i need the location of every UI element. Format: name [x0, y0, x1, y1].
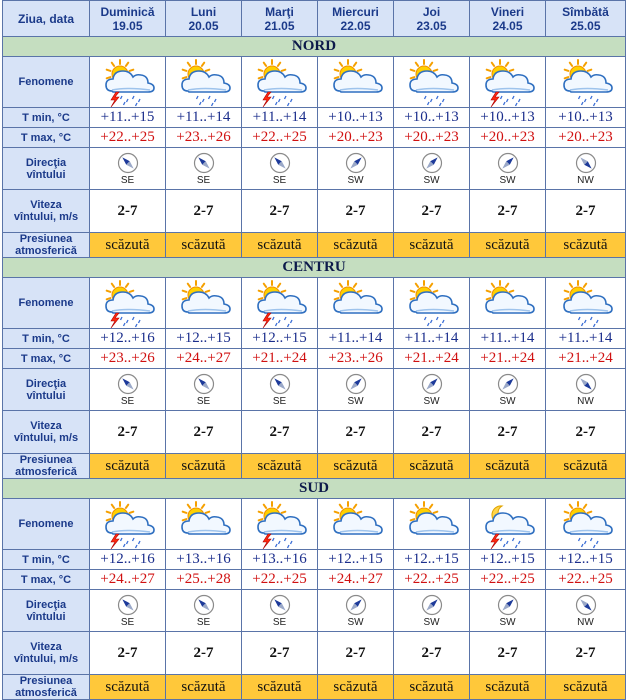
wind-speed-value: 2-7	[318, 190, 394, 233]
sun-cloud-rain-icon	[394, 57, 469, 107]
tmax-value: +20..+23	[470, 128, 546, 148]
wind-direction-cell	[242, 148, 318, 190]
wind-direction-value: SW	[499, 616, 516, 628]
compass-icon	[117, 152, 139, 174]
sun-cloud-rain-icon	[166, 57, 241, 107]
wind-direction-cell	[394, 590, 470, 632]
compass-icon	[345, 373, 367, 395]
label-line: Presiunea	[19, 454, 73, 466]
tmin-value: +11..+15	[90, 108, 166, 128]
tmax-value: +20..+23	[318, 128, 394, 148]
wind-direction-cell	[470, 148, 546, 190]
compass-icon	[117, 373, 139, 395]
tmin-value: +12..+15	[318, 550, 394, 570]
compass-icon	[269, 152, 291, 174]
pressure-value: scăzută	[394, 233, 470, 258]
label-line: atmosferică	[15, 687, 77, 699]
label-line: Direcţia	[25, 598, 67, 611]
sun-cloud-lightning-rain-icon	[90, 499, 165, 549]
wind-speed-value: 2-7	[242, 190, 318, 233]
sun-cloud-lightning-rain-icon	[90, 57, 165, 107]
tmax-value: +23..+26	[90, 349, 166, 369]
wind-direction-value: SE	[272, 174, 287, 186]
pressure-label	[3, 454, 90, 479]
weather-icon-cell	[394, 499, 470, 550]
wind-direction-cell	[166, 590, 242, 632]
tmin-value: +10..+13	[394, 108, 470, 128]
compass-icon	[117, 594, 139, 616]
compass-icon	[497, 373, 519, 395]
wind-direction-value: SE	[272, 395, 287, 407]
sun-cloud-icon	[166, 499, 241, 549]
sun-cloud-rain-icon	[546, 499, 625, 549]
sun-cloud-lightning-rain-icon	[470, 57, 545, 107]
tmin-value: +12..+15	[166, 329, 242, 349]
wind-direction-label	[3, 148, 90, 190]
wind-direction-cell	[166, 369, 242, 411]
fenomene-row	[3, 57, 626, 108]
wind-speed-value: 2-7	[546, 411, 626, 454]
label-line: vîntului, m/s	[13, 432, 79, 444]
compass-icon	[421, 594, 443, 616]
header-row	[3, 1, 626, 37]
wind-direction-cell	[546, 590, 626, 632]
weather-icon-cell	[546, 278, 626, 329]
wind-direction-label	[3, 590, 90, 632]
pressure-value: scăzută	[90, 454, 166, 479]
day-date: 20.05	[188, 18, 219, 33]
forecast-table	[2, 0, 626, 700]
tmin-row	[3, 108, 626, 128]
pressure-value: scăzută	[546, 233, 626, 258]
tmax-value: +23..+26	[166, 128, 242, 148]
fenomene-row	[3, 278, 626, 329]
weather-icon-cell	[318, 57, 394, 108]
tmax-value: +21..+24	[546, 349, 626, 369]
tmax-label: T max, °C	[3, 349, 90, 369]
region-title: NORD	[3, 37, 626, 57]
label-line: vîntului	[26, 389, 66, 402]
wind-direction-cell	[90, 148, 166, 190]
wind-direction-cell	[318, 590, 394, 632]
pressure-value: scăzută	[394, 675, 470, 700]
weather-icon-cell	[394, 57, 470, 108]
sun-cloud-rain-icon	[546, 278, 625, 328]
pressure-value: scăzută	[470, 675, 546, 700]
wind-direction-value: SW	[423, 395, 440, 407]
compass-icon	[269, 373, 291, 395]
sun-cloud-lightning-rain-icon	[242, 278, 317, 328]
label-line: vîntului	[26, 168, 66, 181]
tmax-row	[3, 570, 626, 590]
wind-speed-value: 2-7	[242, 632, 318, 675]
wind-speed-label	[3, 411, 90, 454]
compass-icon	[497, 594, 519, 616]
tmax-value: +21..+24	[394, 349, 470, 369]
wind-direction-cell	[318, 148, 394, 190]
tmin-value: +13..+16	[242, 550, 318, 570]
region-row	[3, 37, 626, 57]
tmax-value: +22..+25	[90, 128, 166, 148]
sun-cloud-lightning-rain-icon	[90, 278, 165, 328]
pressure-value: scăzută	[242, 675, 318, 700]
label-line: Viteza	[30, 420, 62, 432]
wind-direction-value: NW	[577, 616, 594, 628]
weather-icon-cell	[470, 499, 546, 550]
weather-icon-cell	[166, 57, 242, 108]
wind-direction-value: SE	[120, 174, 135, 186]
wind-direction-value: SE	[120, 616, 135, 628]
wind-speed-row	[3, 411, 626, 454]
sun-cloud-icon	[470, 278, 545, 328]
wind-direction-cell	[470, 590, 546, 632]
pressure-value: scăzută	[90, 233, 166, 258]
pressure-row	[3, 233, 626, 258]
compass-icon	[575, 373, 597, 395]
wind-direction-value: SW	[499, 174, 516, 186]
day-date: 25.05	[570, 18, 601, 33]
wind-direction-value: SW	[347, 616, 364, 628]
pressure-value: scăzută	[470, 454, 546, 479]
weather-icon-cell	[242, 499, 318, 550]
wind-direction-value: NW	[577, 395, 594, 407]
tmin-label: T min, °C	[3, 550, 90, 570]
wind-direction-cell	[242, 590, 318, 632]
weather-icon-cell	[318, 278, 394, 329]
weather-icon-cell	[90, 499, 166, 550]
pressure-value: scăzută	[470, 233, 546, 258]
tmin-value: +12..+15	[242, 329, 318, 349]
fenomene-label: Fenomene	[3, 57, 90, 108]
day-header	[546, 1, 626, 37]
compass-icon	[575, 594, 597, 616]
tmin-label: T min, °C	[3, 108, 90, 128]
wind-direction-value: SW	[423, 174, 440, 186]
region-row	[3, 479, 626, 499]
label-line: vîntului, m/s	[13, 653, 79, 665]
wind-speed-value: 2-7	[470, 190, 546, 233]
day-date: 24.05	[492, 18, 523, 33]
sun-cloud-icon	[318, 278, 393, 328]
pressure-value: scăzută	[242, 233, 318, 258]
compass-icon	[575, 152, 597, 174]
day-header	[166, 1, 242, 37]
pressure-value: scăzută	[166, 233, 242, 258]
wind-speed-value: 2-7	[394, 190, 470, 233]
sun-cloud-lightning-rain-icon	[242, 499, 317, 549]
compass-icon	[421, 152, 443, 174]
pressure-value: scăzută	[166, 454, 242, 479]
moon-cloud-lightning-rain-icon	[470, 499, 545, 549]
wind-direction-row	[3, 369, 626, 411]
compass-icon	[193, 594, 215, 616]
tmax-value: +24..+27	[166, 349, 242, 369]
tmin-value: +12..+16	[90, 329, 166, 349]
fenomene-label: Fenomene	[3, 499, 90, 550]
tmax-value: +23..+26	[318, 349, 394, 369]
tmax-label: T max, °C	[3, 128, 90, 148]
wind-speed-row	[3, 632, 626, 675]
day-header	[470, 1, 546, 37]
sun-cloud-icon	[318, 499, 393, 549]
wind-speed-value: 2-7	[318, 632, 394, 675]
wind-speed-row	[3, 190, 626, 233]
wind-speed-label	[3, 632, 90, 675]
day-date: 19.05	[112, 18, 143, 33]
day-header	[394, 1, 470, 37]
sun-cloud-icon	[394, 499, 469, 549]
wind-direction-value: SE	[196, 174, 211, 186]
wind-direction-cell	[90, 369, 166, 411]
compass-icon	[345, 152, 367, 174]
tmax-value: +21..+24	[470, 349, 546, 369]
wind-direction-value: SW	[347, 174, 364, 186]
tmax-value: +21..+24	[242, 349, 318, 369]
wind-direction-row	[3, 148, 626, 190]
tmin-value: +12..+15	[394, 550, 470, 570]
weather-icon-cell	[242, 278, 318, 329]
wind-speed-value: 2-7	[394, 632, 470, 675]
wind-direction-cell	[166, 148, 242, 190]
wind-direction-value: SE	[272, 616, 287, 628]
tmax-label: T max, °C	[3, 570, 90, 590]
label-line: Presiunea	[19, 233, 73, 245]
day-name: Duminică	[100, 4, 155, 19]
tmax-row	[3, 128, 626, 148]
wind-direction-cell	[394, 369, 470, 411]
wind-speed-value: 2-7	[242, 411, 318, 454]
wind-direction-label	[3, 369, 90, 411]
tmin-value: +12..+16	[90, 550, 166, 570]
weather-icon-cell	[318, 499, 394, 550]
pressure-value: scăzută	[242, 454, 318, 479]
wind-speed-value: 2-7	[470, 411, 546, 454]
pressure-label	[3, 233, 90, 258]
weather-icon-cell	[394, 278, 470, 329]
pressure-value: scăzută	[318, 454, 394, 479]
tmin-value: +11..+14	[470, 329, 546, 349]
tmin-value: +13..+16	[166, 550, 242, 570]
wind-speed-value: 2-7	[90, 411, 166, 454]
day-name: Vineri	[490, 4, 525, 19]
wind-speed-value: 2-7	[166, 632, 242, 675]
day-name: Miercuri	[332, 4, 379, 19]
weather-icon-cell	[90, 278, 166, 329]
weather-icon-cell	[166, 499, 242, 550]
pressure-value: scăzută	[90, 675, 166, 700]
weather-icon-cell	[90, 57, 166, 108]
pressure-value: scăzută	[394, 454, 470, 479]
wind-speed-value: 2-7	[546, 190, 626, 233]
tmin-value: +10..+13	[546, 108, 626, 128]
sun-cloud-icon	[166, 278, 241, 328]
label-line: atmosferică	[15, 466, 77, 478]
wind-direction-value: SW	[499, 395, 516, 407]
tmin-row	[3, 550, 626, 570]
tmax-value: +24..+27	[90, 570, 166, 590]
wind-direction-cell	[90, 590, 166, 632]
pressure-value: scăzută	[166, 675, 242, 700]
pressure-value: scăzută	[546, 675, 626, 700]
sun-cloud-lightning-rain-icon	[242, 57, 317, 107]
pressure-value: scăzută	[318, 233, 394, 258]
wind-direction-cell	[242, 369, 318, 411]
pressure-row	[3, 454, 626, 479]
tmax-value: +22..+25	[546, 570, 626, 590]
wind-speed-value: 2-7	[470, 632, 546, 675]
tmax-value: +22..+25	[470, 570, 546, 590]
region-row	[3, 258, 626, 278]
weather-icon-cell	[546, 499, 626, 550]
wind-speed-value: 2-7	[166, 411, 242, 454]
label-line: vîntului, m/s	[13, 211, 79, 223]
compass-icon	[193, 373, 215, 395]
compass-icon	[497, 152, 519, 174]
label-line: atmosferică	[15, 245, 77, 257]
corner-label: Ziua, data	[3, 1, 90, 37]
wind-speed-label	[3, 190, 90, 233]
tmax-row	[3, 349, 626, 369]
tmax-value: +25..+28	[166, 570, 242, 590]
tmax-value: +22..+25	[394, 570, 470, 590]
compass-icon	[269, 594, 291, 616]
tmax-value: +24..+27	[318, 570, 394, 590]
tmin-value: +10..+13	[470, 108, 546, 128]
tmin-row	[3, 329, 626, 349]
wind-direction-value: SW	[347, 395, 364, 407]
fenomene-label: Fenomene	[3, 278, 90, 329]
region-title: CENTRU	[3, 258, 626, 278]
region-title: SUD	[3, 479, 626, 499]
wind-speed-value: 2-7	[166, 190, 242, 233]
wind-speed-value: 2-7	[90, 632, 166, 675]
tmin-value: +11..+14	[546, 329, 626, 349]
tmin-value: +12..+15	[470, 550, 546, 570]
day-header	[242, 1, 318, 37]
day-name: Sîmbătă	[562, 4, 609, 19]
wind-speed-value: 2-7	[394, 411, 470, 454]
weather-icon-cell	[546, 57, 626, 108]
wind-direction-value: SW	[423, 616, 440, 628]
day-header	[90, 1, 166, 37]
tmin-value: +12..+15	[546, 550, 626, 570]
wind-direction-value: SE	[120, 395, 135, 407]
label-line: Presiunea	[19, 675, 73, 687]
label-line: Direcţia	[25, 156, 67, 169]
day-date: 23.05	[416, 18, 447, 33]
sun-cloud-rain-icon	[394, 278, 469, 328]
weather-icon-cell	[470, 57, 546, 108]
tmax-value: +22..+25	[242, 128, 318, 148]
day-date: 22.05	[340, 18, 371, 33]
day-name: Marţi	[265, 4, 294, 19]
wind-direction-cell	[546, 369, 626, 411]
pressure-label	[3, 675, 90, 700]
compass-icon	[345, 594, 367, 616]
tmin-value: +11..+14	[166, 108, 242, 128]
wind-direction-cell	[318, 369, 394, 411]
wind-direction-value: SE	[196, 395, 211, 407]
wind-speed-value: 2-7	[318, 411, 394, 454]
weather-icon-cell	[166, 278, 242, 329]
tmin-value: +11..+14	[318, 329, 394, 349]
weather-icon-cell	[470, 278, 546, 329]
sun-cloud-icon	[318, 57, 393, 107]
wind-direction-value: SE	[196, 616, 211, 628]
compass-icon	[193, 152, 215, 174]
wind-direction-cell	[470, 369, 546, 411]
tmax-value: +20..+23	[394, 128, 470, 148]
wind-direction-cell	[394, 148, 470, 190]
day-name: Luni	[190, 4, 217, 19]
tmin-value: +11..+14	[394, 329, 470, 349]
compass-icon	[421, 373, 443, 395]
label-line: Viteza	[30, 641, 62, 653]
label-line: vîntului	[26, 610, 66, 623]
tmax-value: +20..+23	[546, 128, 626, 148]
wind-direction-cell	[546, 148, 626, 190]
label-line: Direcţia	[25, 377, 67, 390]
wind-speed-value: 2-7	[546, 632, 626, 675]
label-line: Viteza	[30, 199, 62, 211]
tmax-value: +22..+25	[242, 570, 318, 590]
day-name: Joi	[422, 4, 441, 19]
tmin-value: +10..+13	[318, 108, 394, 128]
wind-speed-value: 2-7	[90, 190, 166, 233]
day-header	[318, 1, 394, 37]
sun-cloud-rain-icon	[546, 57, 625, 107]
wind-direction-value: NW	[577, 174, 594, 186]
tmin-label: T min, °C	[3, 329, 90, 349]
fenomene-row	[3, 499, 626, 550]
wind-direction-row	[3, 590, 626, 632]
day-date: 21.05	[264, 18, 295, 33]
pressure-value: scăzută	[318, 675, 394, 700]
pressure-row	[3, 675, 626, 700]
tmin-value: +11..+14	[242, 108, 318, 128]
pressure-value: scăzută	[546, 454, 626, 479]
weather-icon-cell	[242, 57, 318, 108]
